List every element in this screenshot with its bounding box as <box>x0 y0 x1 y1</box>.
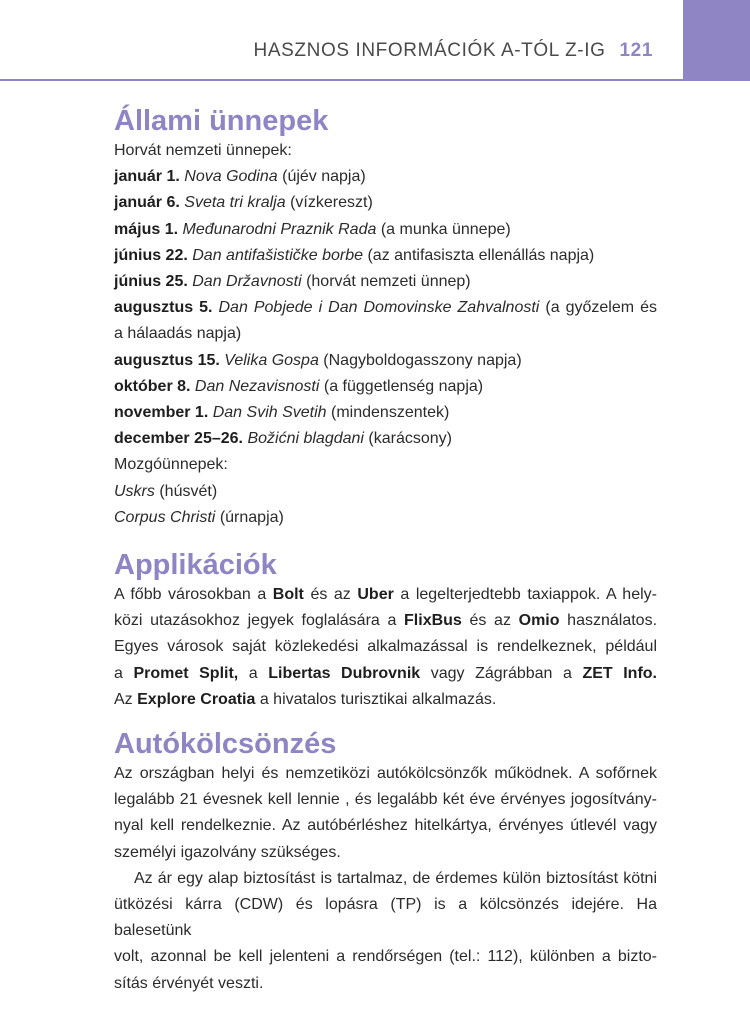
text: a legelterjedtebb taxiappok. A hely- <box>393 586 657 604</box>
holiday-desc: (a győzelem és <box>545 299 657 317</box>
car-p1-line: Az országban helyi és nemzetiközi autókölcsönzők működnek. A sofőrnek <box>114 765 657 783</box>
text: Az <box>114 690 138 708</box>
holiday-desc: (a függetlenség napja) <box>323 377 484 395</box>
header-title-row <box>254 40 653 62</box>
header-title: HASZNOS INFORMÁCIÓK A-TÓL Z-IG <box>253 40 606 61</box>
car-p2-line: ütközési kárra (CDW) és lopásra (TP) is a kölcsönzés idejére. Ha balesetünk <box>114 896 657 940</box>
app-name: Explore Croatia <box>137 690 256 708</box>
text: a hivatalos turisztikai alkalmazás. <box>255 690 497 708</box>
holiday-date: január 6. <box>114 194 180 212</box>
text: vagy Zágrábban a <box>420 664 583 682</box>
chapter-tab <box>683 0 750 80</box>
app-name: Uber <box>357 586 394 604</box>
car-p1-line: legalább 21 évesnek kell lennie , és legalább két éve érvényes jogosítvány- <box>114 791 657 809</box>
text: és az <box>461 612 519 630</box>
car-p2-line: sítás érvényét veszti. <box>114 974 264 992</box>
movable-holiday-item <box>114 479 657 505</box>
holiday-item <box>114 164 657 190</box>
page-number: 121 <box>619 40 653 61</box>
apps-line-2 <box>114 608 657 634</box>
movable-holiday-item <box>114 505 657 531</box>
holiday-desc: (karácsony) <box>368 430 452 448</box>
app-name: Libertas Dubrovnik <box>268 664 421 682</box>
holiday-name: Uskrs <box>114 482 155 500</box>
holiday-date: augusztus 5. <box>114 299 213 317</box>
holiday-item <box>114 243 657 269</box>
apps-line-5 <box>114 687 657 713</box>
header-rule <box>0 79 750 81</box>
app-name: Promet Split, <box>133 664 239 682</box>
holiday-item <box>114 217 657 243</box>
car-p2-line: volt, azonnal be kell jelenteni a rendőrségen (tel.: 112), különben a bizto- <box>114 948 657 966</box>
car-p1-line: személyi igazolvány szükséges. <box>114 843 341 861</box>
heading-car-rental: Autókölcsönzés <box>114 728 337 761</box>
holiday-date: október 8. <box>114 377 191 395</box>
holiday-desc: (újév napja) <box>282 168 366 186</box>
holiday-name: Međunarodni Praznik Rada <box>182 220 377 238</box>
holiday-date: január 1. <box>114 168 180 186</box>
movable-holidays-label: Mozgóünnepek: <box>114 456 228 474</box>
holiday-desc: (az antifasiszta ellenállás napja) <box>367 246 595 264</box>
holiday-item <box>114 348 657 374</box>
holiday-item <box>114 269 657 295</box>
text: a <box>238 664 269 682</box>
heading-holidays: Állami ünnepek <box>114 105 329 137</box>
holiday-item <box>114 190 657 216</box>
app-name: ZET Info. <box>582 664 658 682</box>
holiday-desc-continued: a hálaadás napja) <box>114 325 242 343</box>
app-name: Omio <box>518 612 560 630</box>
text: közi utazásokhoz jegyek foglalására a <box>114 612 405 630</box>
car-p2-line: Az ár egy alap biztosítást is tartalmaz, de érdemes külön biztosítást kötni <box>134 869 657 887</box>
holiday-name: Dan Svih Svetih <box>212 404 327 422</box>
holiday-date: augusztus 15. <box>114 351 220 369</box>
running-header <box>0 0 683 80</box>
holiday-name: Sveta tri kralja <box>184 194 286 212</box>
holiday-date: november 1. <box>114 404 209 422</box>
heading-apps: Applikációk <box>114 549 277 582</box>
text: használatos. <box>559 612 658 630</box>
holiday-name: Nova Godina <box>184 168 278 186</box>
holidays-intro: Horvát nemzeti ünnepek: <box>114 142 292 159</box>
apps-line-4 <box>114 661 657 687</box>
apps-line-1 <box>114 582 657 608</box>
car-p1-line: nyal kell rendelkeznie. Az autóbérléshez hitelkártya, érvényes útlevél vagy <box>114 817 657 835</box>
holiday-name: Dan Državnosti <box>192 273 302 291</box>
holiday-desc: (húsvét) <box>159 482 218 500</box>
holiday-name: Dan Nezavisnosti <box>194 377 320 395</box>
holiday-desc: (úrnapja) <box>219 508 284 526</box>
text: és az <box>303 586 358 604</box>
holiday-date: május 1. <box>114 220 179 238</box>
holiday-date: június 22. <box>114 246 188 264</box>
holiday-name: Dan antifašističke borbe <box>192 246 364 264</box>
holiday-desc: (a munka ünnepe) <box>380 220 511 238</box>
holiday-name: Božićni blagdani <box>247 430 364 448</box>
apps-line-3: Egyes városok saját közlekedési alkalmazással is rendelkeznek, például <box>114 638 657 656</box>
holiday-date: december 25–26. <box>114 430 243 448</box>
holiday-item <box>114 426 657 452</box>
holiday-item <box>114 295 657 321</box>
holiday-name: Dan Pobjede i Dan Domovinske Zahvalnosti <box>218 299 540 317</box>
holiday-desc: (vízkereszt) <box>290 194 373 212</box>
app-name: Bolt <box>272 586 304 604</box>
holiday-item <box>114 400 657 426</box>
text: a <box>114 664 134 682</box>
holiday-name: Corpus Christi <box>114 508 216 526</box>
page-content <box>114 104 657 997</box>
holiday-name: Velika Gospa <box>224 351 319 369</box>
text: A főbb városokban a <box>114 586 273 604</box>
app-name: FlixBus <box>404 612 462 630</box>
holiday-item <box>114 374 657 400</box>
holiday-desc: (horvát nemzeti ünnep) <box>306 273 471 291</box>
holiday-desc: (Nagyboldogasszony napja) <box>323 351 522 369</box>
holiday-desc: (mindenszentek) <box>331 404 450 422</box>
holiday-date: június 25. <box>114 273 188 291</box>
